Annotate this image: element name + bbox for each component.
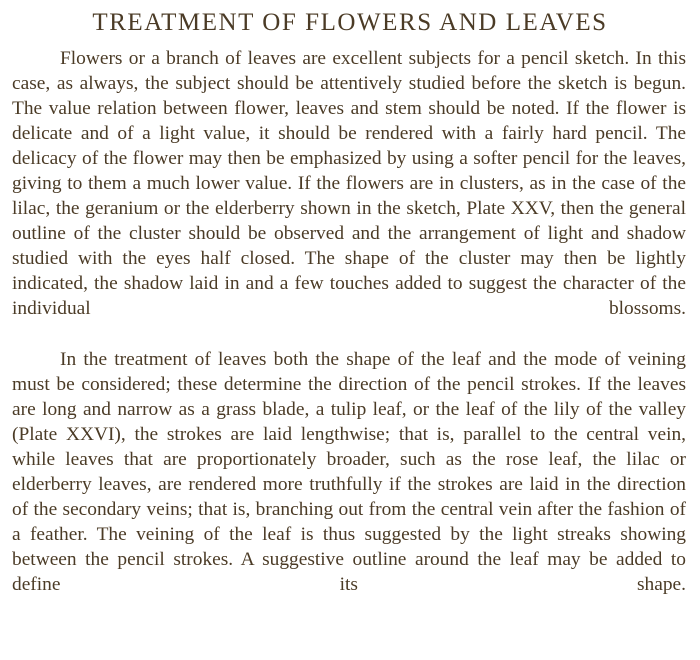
paragraph-1: Flowers or a branch of leaves are excellent subjects for a pencil sketch. In this case, as always, the subject should be attentively studied before the sketch is begun. The value relation between flower, leaves and stem should be noted. If the flower is delicate and of a light value, it should be rendered with a fairly hard pencil. The delicacy of the flower may then be emphasized by using a softer pencil for the leaves, giving to them a much lower value. If the flowers are in clusters, as in the case of the lilac, the geranium or the elderberry shown in the sketch, Plate XXV, then the general outline of the cluster should be observed and the arrangement of light and shadow studied with the eyes half closed. The shape of the cluster may then be lightly indicated, the shadow laid in and a few touches added to suggest the character of the individual blossoms.	[12, 48, 686, 320]
page-title: TREATMENT OF FLOWERS AND LEAVES	[92, 9, 608, 36]
paragraph-2: In the treatment of leaves both the shape of the leaf and the mode of veining must be considered; these determine the direction of the pencil strokes. If the leaves are long and narrow as a grass blade, a tulip leaf, or the leaf of the lily of the valley (Plate XXVI), the strokes are laid lengthwise; that is, parallel to the central vein, while leaves that are proportionately broader, such as the rose leaf, the lilac or elderberry leaves, are rendered more truthfully if the strokes are laid in the direction of the secondary veins; that is, branching out from the central vein after the fashion of a feather. The veining of the leaf is thus suggested by the light streaks showing between the pencil strokes. A suggestive outline around the leaf may be added to define its shape.	[12, 348, 686, 595]
body-text-block	[0, 46, 700, 622]
